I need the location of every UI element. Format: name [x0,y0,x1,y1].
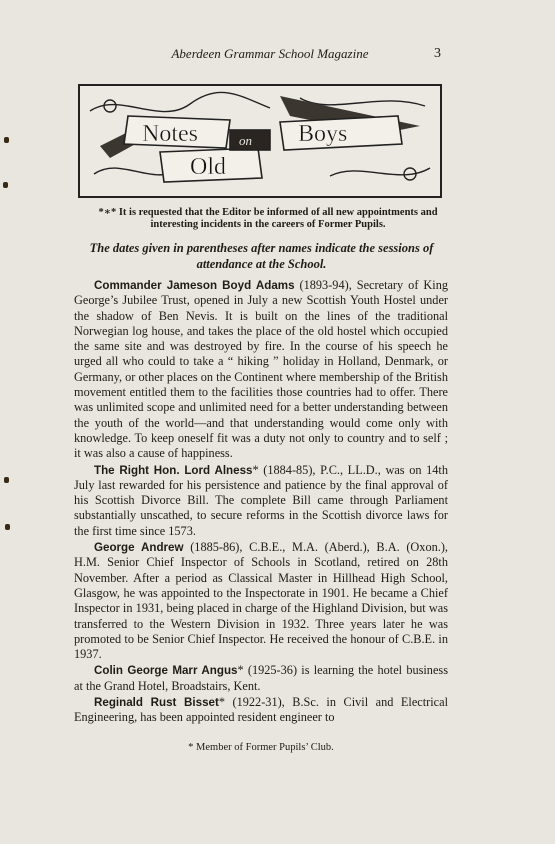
entry-name: George Andrew [94,541,184,555]
entry-text: (1885-86), C.B.E., M.A. (Aberd.), B.A. (Oxon.), H.M. Senior Chief Inspector of Schools in Scotland, retired on 28th November. After a period as Classical Master in Hillhead High School, Glasgow, he was appointed to the Inspectorate in 1901. He became a Chief Inspector in 1931, being placed in charge of the Highland Division, but was transferred to the Western Division in 1932. Three years later he was promoted to be Senior Chief Inspector. He received the honour of C.B.E. in 1937. [74,540,448,662]
running-title: Aberdeen Grammar School Magazine [171,46,369,61]
binding-mark [5,524,10,530]
entry-name: Reginald Rust Bisset [94,696,219,710]
banner-word-old: Old [190,154,226,180]
scroll-flourish [90,92,270,111]
entry-text: * (1884-85), P.C., LL.D., was on 14th July last rewarded for his persistence and patience by the final approval of his Scottish Divorce Bill. The complete Bill came through Parliament substantially unscathed, to secure reforms in the Scottish divorce laws for the first time since 1573. [74,462,448,538]
entry-text: * (1922-31), B.Sc. in Civil and Electrical Engineering, has been appointed resident engineer to [74,695,448,725]
entry-paragraph [74,278,448,462]
binding-mark [4,137,9,143]
editor-request-note: *∗* It is requested that the Editor be informed of all new appointments and interesting incidents in the careers of Former Pupils. [98,207,438,230]
banner-word-boys: Boys [298,121,348,147]
entry-paragraph [74,663,448,694]
entry-name: Colin George Marr Angus [94,664,238,678]
dates-explanation: The dates given in parentheses after names indicate the sessions of attendance at the School. [89,241,434,271]
banner-word-on: on [239,133,252,148]
entry-text: * (1925-36) is learning the hotel business at the Grand Hotel, Broadstairs, Kent. [74,663,448,693]
banner-illustration [80,86,440,196]
entry-name: Commander Jameson Boyd Adams [94,279,295,292]
binding-mark [3,182,8,188]
binding-mark [4,477,9,483]
entry-paragraph [74,695,448,726]
entry-text: (1893-94), Secretary of King George’s Jubilee Trust, opened in July a new Scottish Youth Hostel under the shadow of Ben Nevis. It is built on the lines of the traditional Norwegian log house, and takes the place of the old hostel which occupied the same site and was destroyed by fire. In the course of his speech he urged all who could to take a “ hiking ” holiday in Holland, Denmark, or Germany, or other places on the Continent where membership of the British movement entitled them to the facilities those countries had to offer. There was unlimited scope and unlimited need for a better understanding between the youth of the world—and that understanding would come only with knowledge. To keep oneself fit was a duty not only to country and to self ; it was also a cause of happiness. [74,278,448,461]
old-boys-entries [74,278,448,727]
entry-name: The Right Hon. Lord Alness [94,463,253,477]
notes-on-old-boys-banner [78,84,442,198]
entry-paragraph [74,463,448,539]
footnote: * Member of Former Pupils’ Club. [188,742,334,753]
entry-paragraph [74,540,448,662]
page-number: 3 [434,46,441,61]
banner-word-notes: Notes [142,121,198,147]
flourish-curl [104,100,116,112]
